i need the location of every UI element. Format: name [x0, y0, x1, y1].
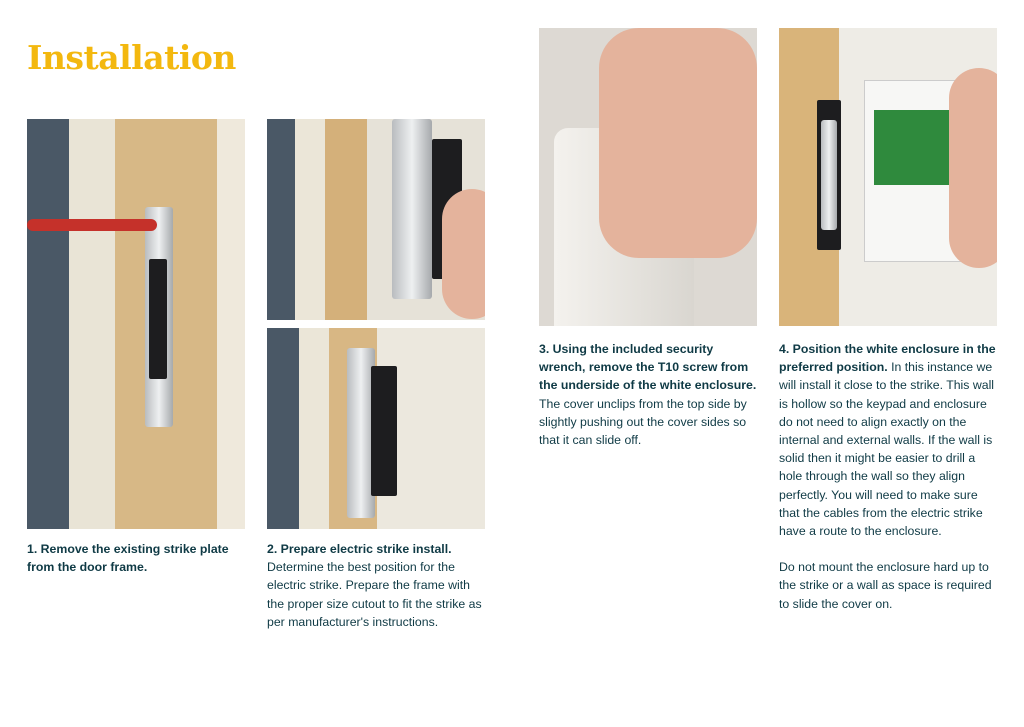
step-3-text: The cover unclips from the top side by slightly pushing out the cover sides so that it can slide off. — [539, 396, 747, 448]
step-3-caption — [539, 340, 763, 449]
step-2-heading: 2. Prepare electric strike install. — [267, 542, 452, 556]
step-1-heading: 1. Remove the existing strike plate from the door frame. — [27, 542, 229, 575]
step-4-text: In this instance we will install it close to the strike. This wall is hollow so the keypad and enclosure do not need to align exactly on the internal and external walls. If the wall is solid then it might be easier to drill a hole through the wall so they align perfectly. You will need to make sure that the cables from the electric strike have a route to the enclosure. — [779, 360, 995, 539]
step-2-caption — [267, 540, 489, 631]
photo-remove-strike-plate — [27, 119, 245, 529]
page-title: Installation — [27, 38, 236, 77]
step-2-text: Determine the best position for the electric strike. Prepare the frame with the proper size cutout to fit the strike as per manufacturer's instructions. — [267, 560, 482, 629]
step-4-heading: 4. Position the white enclosure in the preferred position. — [779, 342, 996, 375]
step-3-heading: 3. Using the included security wrench, remove the T10 screw from the underside of the white enclosure. — [539, 342, 757, 393]
photo-remove-t10-screw — [539, 28, 757, 326]
photo-strike-cutout — [267, 119, 485, 320]
step-4-note: Do not mount the enclosure hard up to the strike or a wall as space is required to slide the cover on. — [779, 560, 992, 611]
step-4-caption — [779, 340, 1001, 613]
photo-position-enclosure — [779, 28, 997, 326]
photo-electric-strike-fitted — [267, 328, 485, 529]
step-1-caption — [27, 540, 249, 576]
